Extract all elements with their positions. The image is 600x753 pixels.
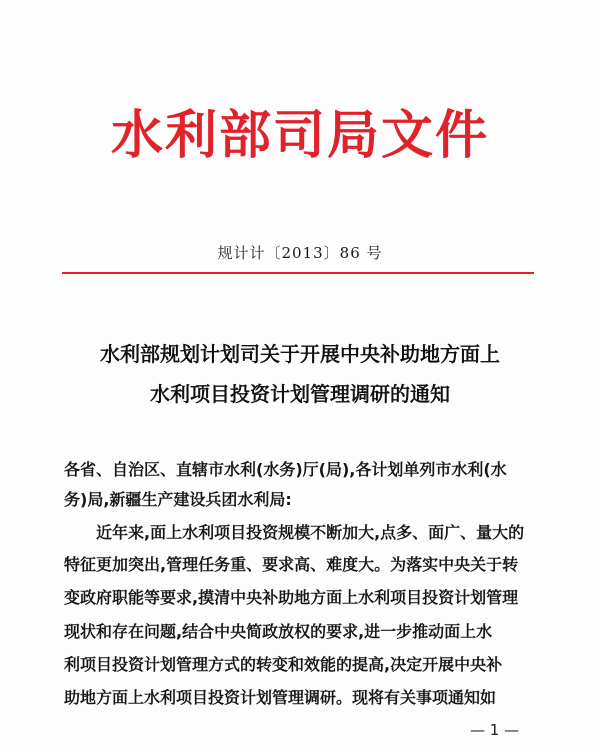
body-paragraph-line: 助地方面上水利项目投资计划管理调研。现将有关事项通知如 — [64, 688, 497, 707]
body-paragraph-line: 近年来,面上水利项目投资规模不断加大,点多、面广、量大的 — [96, 523, 525, 542]
notice-title-line-2: 水利项目投资计划管理调研的通知 — [150, 382, 450, 406]
salutation-line-1: 各省、自治区、直辖市水利(水务)厅(局),各计划单列市水利(水 — [64, 460, 507, 479]
notice-title-line-1: 水利部规划计划司关于开展中央补助地方面上 — [100, 342, 500, 366]
page-number: — 1 — — [470, 721, 520, 739]
masthead-title: 水利部司局文件 — [110, 105, 489, 166]
body-paragraph-line: 特征更加突出,管理任务重、要求高、难度大。为落实中央关于转 — [64, 555, 519, 574]
body-paragraph-line: 利项目投资计划管理方式的转变和效能的提高,决定开展中央补 — [64, 655, 503, 674]
salutation-line-2: 务)局,新疆生产建设兵团水利局: — [64, 490, 292, 509]
red-divider-line — [62, 272, 534, 274]
body-paragraph-line: 变政府职能等要求,摸清中央补助地方面上水利项目投资计划管理 — [64, 588, 519, 607]
body-paragraph-line: 现状和存在问题,结合中央简政放权的要求,进一步推动面上水 — [64, 622, 493, 641]
document-number: 规计计〔2013〕86 号 — [217, 244, 383, 262]
